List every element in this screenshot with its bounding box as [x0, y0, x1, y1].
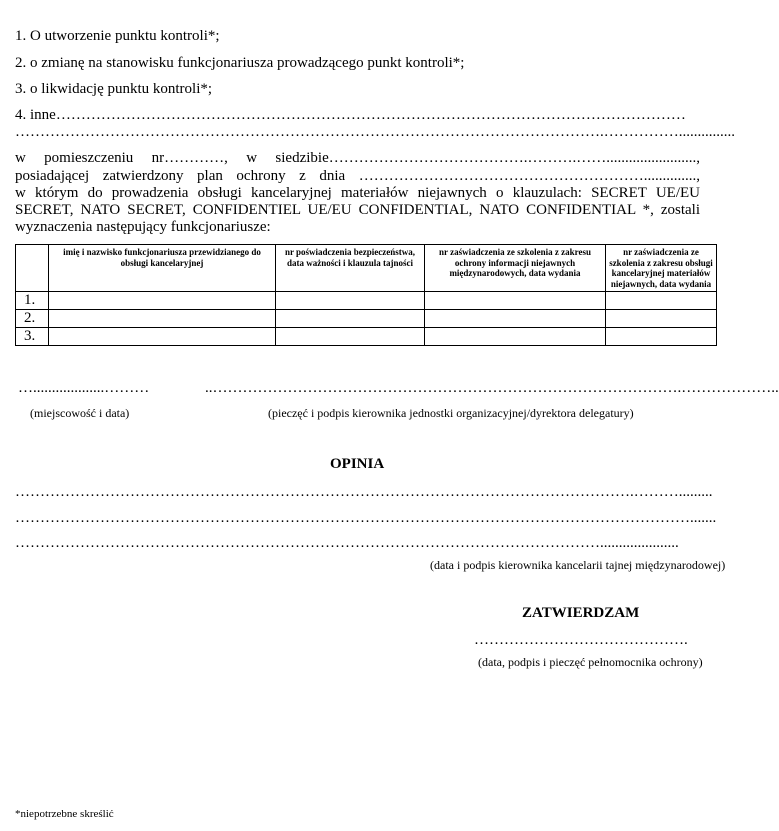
column-header-name: imię i nazwisko funkcjonariusza przewidzianego do obsługi kancelaryjnej	[49, 245, 276, 292]
table-cell	[276, 310, 425, 328]
row-number: 3.	[16, 328, 49, 346]
paragraph-line-4: SECRET, NATO SECRET, CONFIDENTIEL UE/EU CONFIDENTIAL, NATO CONFIDENTIAL *, zostali	[15, 202, 700, 218]
place-date-dots: …...................………	[18, 380, 150, 396]
table-cell	[276, 328, 425, 346]
column-header-clearance: nr poświadczenia bezpieczeństwa, data ważności i klauzula tajności	[276, 245, 425, 292]
place-date-caption: (miejscowość i data)	[30, 406, 130, 420]
table-cell	[606, 310, 717, 328]
approval-heading: ZATWIERDZAM	[522, 605, 640, 621]
option-4-continuation: ……………………………………………………………………………………………………….……………...............	[15, 124, 735, 140]
row-number: 2.	[16, 310, 49, 328]
table-cell	[276, 292, 425, 310]
head-signature-caption: (pieczęć i podpis kierownika jednostki organizacyjnej/dyrektora delegatury)	[268, 406, 634, 420]
table-row	[16, 310, 717, 328]
table-cell	[425, 328, 606, 346]
head-signature-dots: ..………………………………………………………………………………….………………..	[205, 380, 779, 396]
table-cell	[606, 292, 717, 310]
paragraph-line-1: w pomieszczeniu nr…………, w siedzibie………………………………….……….……........................,	[15, 150, 700, 166]
table-header-row	[16, 245, 717, 292]
table-cell	[49, 292, 276, 310]
column-header-intl-training: nr zaświadczenia ze szkolenia z zakresu ochrony informacji niejawnych międzynarodowych, data wydania	[425, 245, 606, 292]
opinion-line-3: ……………………………………………………………………………………………………….....................	[15, 535, 679, 551]
table-row	[16, 292, 717, 310]
table-cell	[49, 328, 276, 346]
option-1: 1. O utworzenie punktu kontroli*;	[15, 28, 220, 44]
paragraph-line-5: wyznaczenia następujący funkcjonariusze:	[15, 219, 271, 235]
table-row	[16, 328, 717, 346]
column-header-number	[16, 245, 49, 292]
opinion-heading: OPINIA	[330, 456, 385, 472]
row-number: 1.	[16, 292, 49, 310]
paragraph-line-3: w którym do prowadzenia obsługi kancelaryjnej materiałów niejawnych o klauzulach: SECRET UE/EU	[15, 185, 700, 201]
table-cell	[425, 292, 606, 310]
opinion-line-2: ……………………………………………………………………………………………………………………….......	[15, 510, 717, 526]
footnote: *niepotrzebne skreślić	[15, 808, 114, 820]
opinion-line-1: …………………………………………………………………………………………………………….……….........	[15, 484, 713, 500]
table-cell	[49, 310, 276, 328]
table-cell	[606, 328, 717, 346]
approval-dots: …………………………………….	[474, 632, 688, 648]
officers-table	[15, 244, 717, 346]
approval-caption: (data, podpis i pieczęć pełnomocnika ochrony)	[478, 655, 703, 669]
option-2: 2. o zmianę na stanowisku funkcjonariusza prowadzącego punkt kontroli*;	[15, 55, 465, 71]
opinion-caption: (data i podpis kierownika kancelarii tajnej międzynarodowej)	[430, 558, 726, 572]
option-4: 4. inne………………………………………………………………………………………………………………	[15, 107, 686, 123]
column-header-registry-training: nr zaświadczenia ze szkolenia z zakresu obsługi kancelaryjnej materiałów niejawnych, data wydania	[606, 245, 717, 292]
option-3: 3. o likwidację punktu kontroli*;	[15, 81, 213, 97]
table-cell	[425, 310, 606, 328]
paragraph-line-2: posiadającej zatwierdzony plan ochrony z dnia …………………………………………………..............,	[15, 168, 700, 184]
